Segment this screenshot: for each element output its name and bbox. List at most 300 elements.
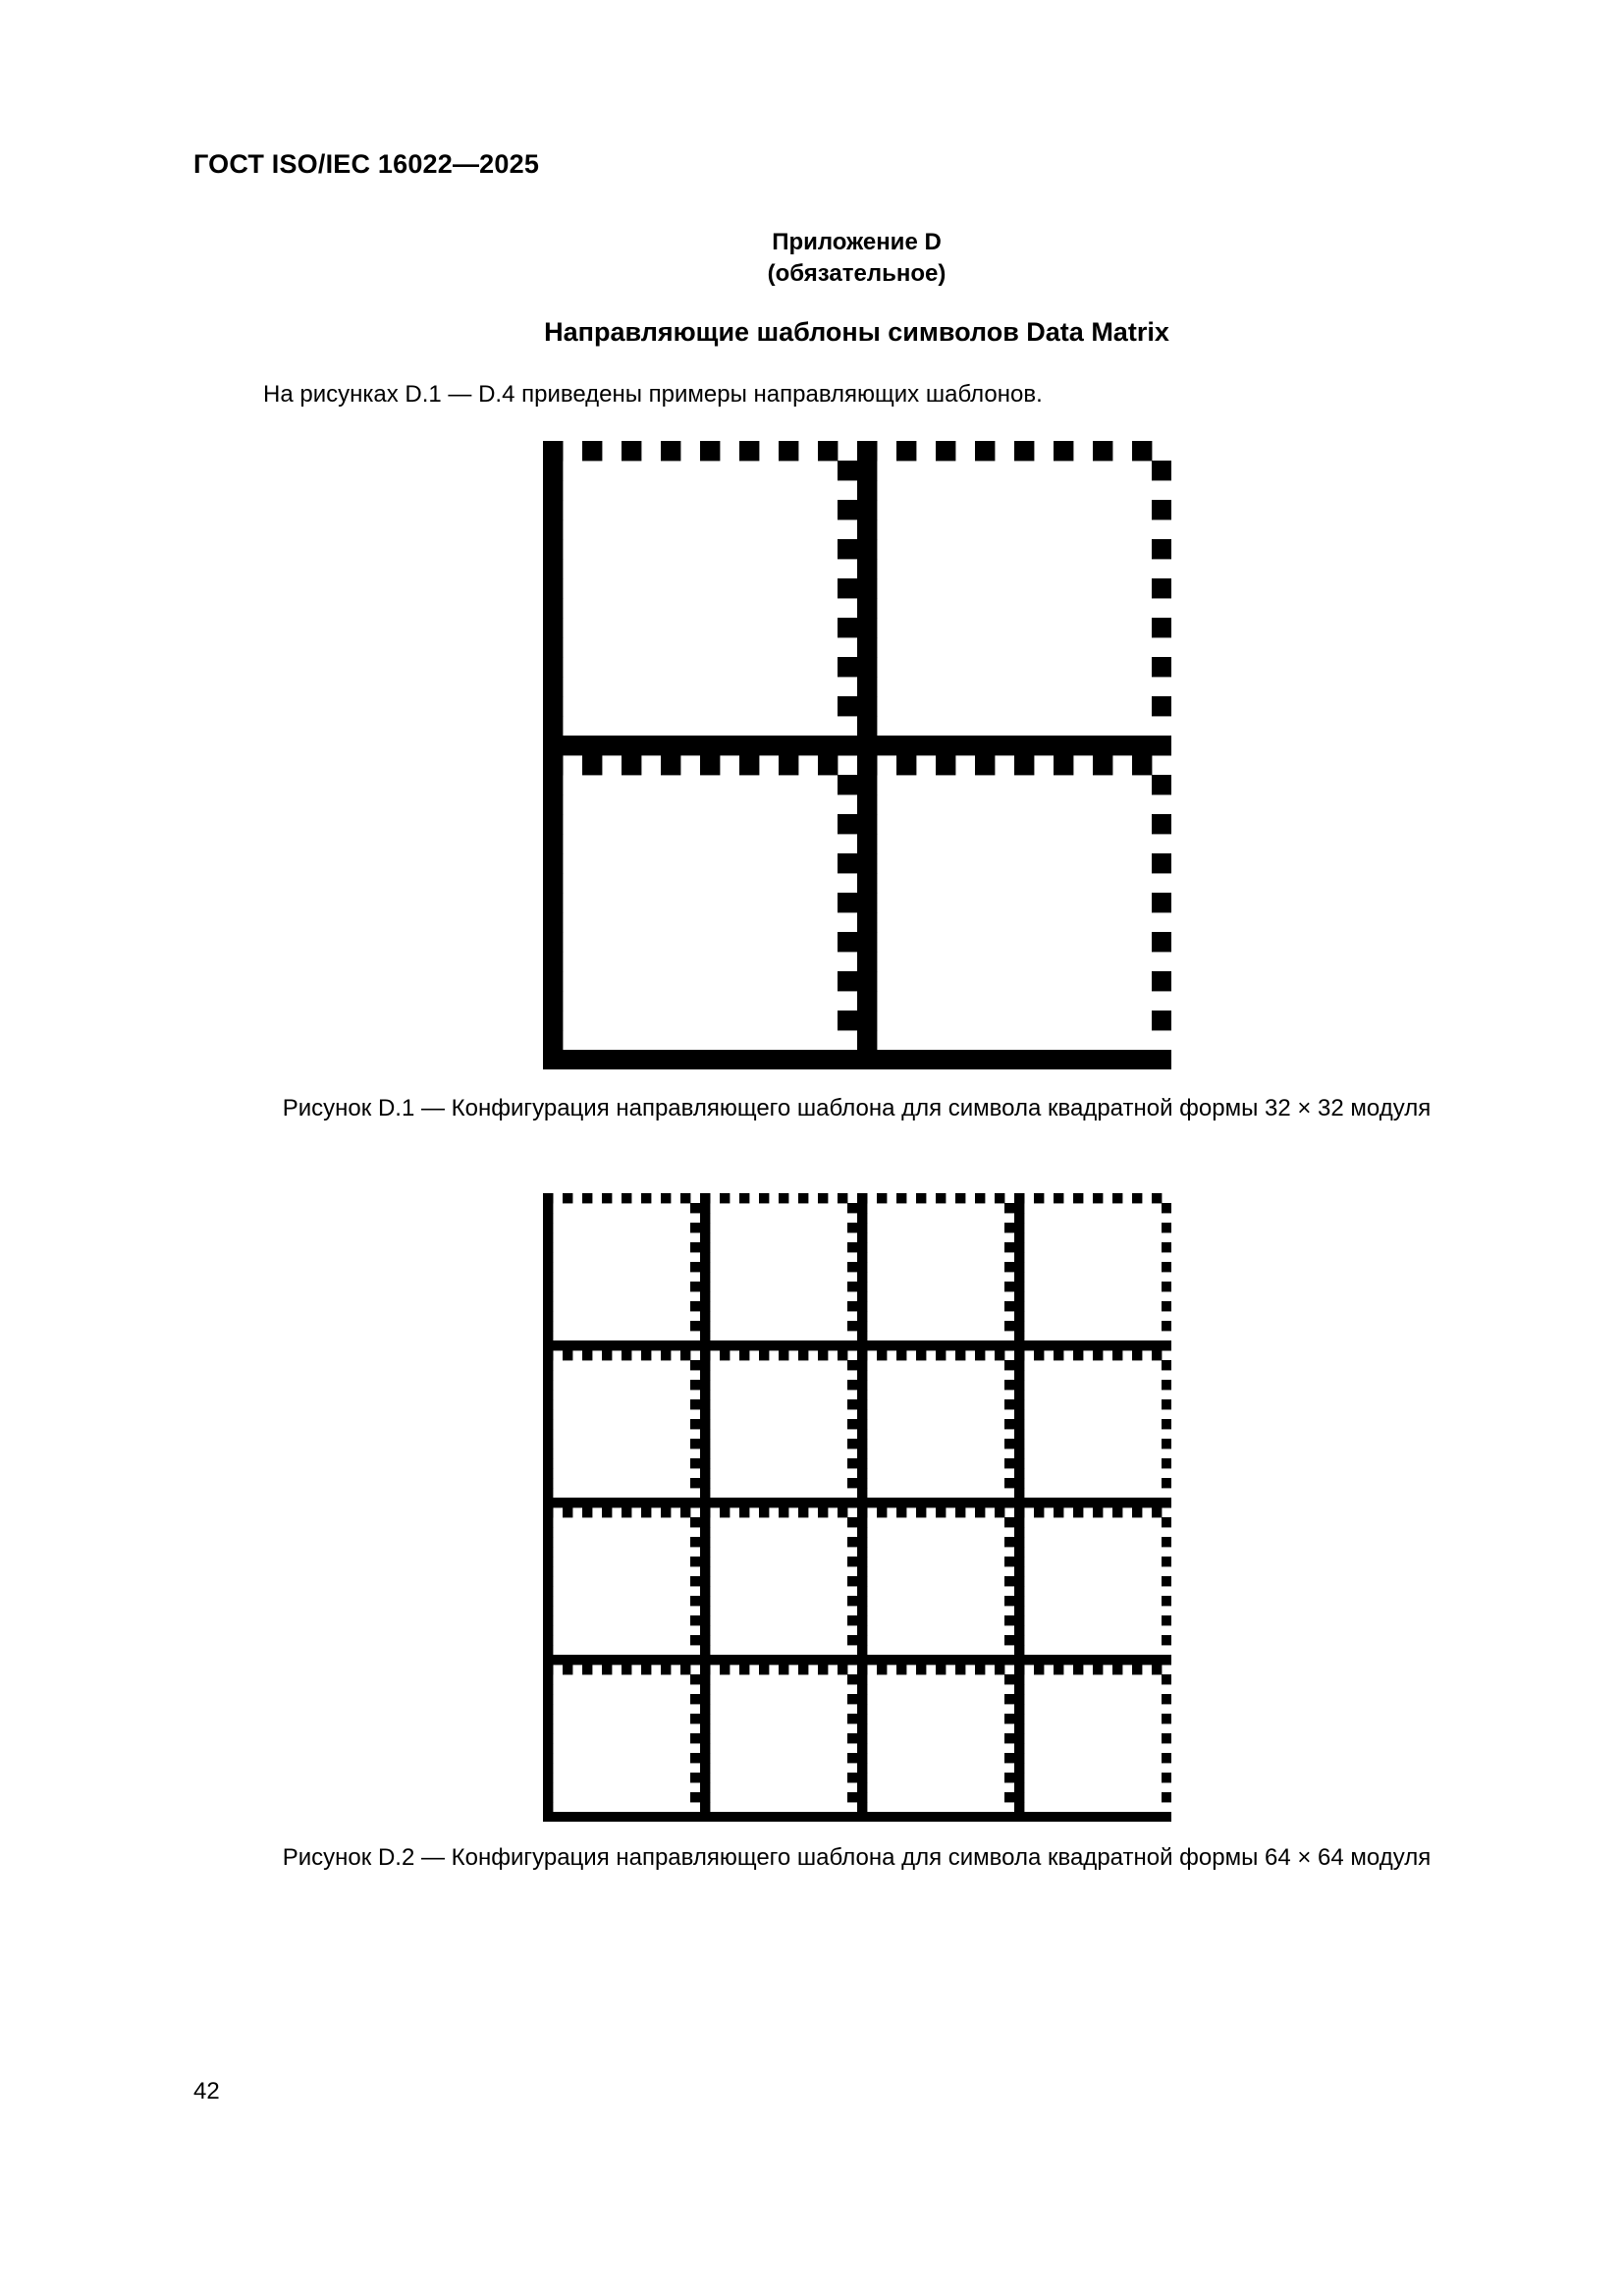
pattern-module xyxy=(700,1557,710,1566)
pattern-module xyxy=(1132,1340,1142,1350)
pattern-module xyxy=(1004,1242,1014,1252)
pattern-module xyxy=(1112,1350,1122,1360)
pattern-module xyxy=(857,1714,867,1723)
pattern-module xyxy=(1054,1812,1063,1822)
pattern-module xyxy=(975,1655,985,1665)
pattern-module xyxy=(838,1665,847,1674)
pattern-module xyxy=(690,1458,700,1468)
pattern-module xyxy=(582,1350,592,1360)
pattern-module xyxy=(543,461,563,480)
pattern-module xyxy=(622,1340,631,1350)
pattern-module xyxy=(847,1655,857,1665)
pattern-module xyxy=(690,1517,700,1527)
pattern-module xyxy=(857,912,877,932)
pattern-module xyxy=(543,637,563,657)
pattern-module xyxy=(739,1193,749,1203)
pattern-module xyxy=(1044,1812,1054,1822)
pattern-module xyxy=(700,1537,710,1547)
pattern-module xyxy=(700,1429,710,1439)
pattern-module xyxy=(759,1498,769,1507)
pattern-module xyxy=(543,1645,553,1655)
pattern-module xyxy=(847,1360,857,1370)
pattern-module xyxy=(1034,1050,1054,1069)
pattern-module xyxy=(1162,1419,1171,1429)
pattern-module xyxy=(1004,1262,1014,1272)
pattern-module xyxy=(857,1282,867,1291)
pattern-module xyxy=(1014,1331,1024,1340)
pattern-module xyxy=(1014,1684,1024,1694)
pattern-module xyxy=(1083,1340,1093,1350)
pattern-module xyxy=(867,1498,877,1507)
pattern-module xyxy=(661,1050,680,1069)
pattern-module xyxy=(543,1733,553,1743)
pattern-module xyxy=(955,1655,965,1665)
pattern-module xyxy=(857,1586,867,1596)
pattern-module xyxy=(1004,1655,1014,1665)
pattern-module xyxy=(543,1763,553,1773)
pattern-module xyxy=(700,1282,710,1291)
pattern-module xyxy=(641,1507,651,1517)
pattern-module xyxy=(995,1350,1004,1360)
pattern-module xyxy=(857,1498,867,1507)
pattern-module xyxy=(838,461,857,480)
pattern-module xyxy=(1073,1812,1083,1822)
pattern-module xyxy=(916,1655,926,1665)
pattern-module xyxy=(563,1050,582,1069)
pattern-module xyxy=(690,1498,700,1507)
pattern-module xyxy=(690,1773,700,1782)
pattern-module xyxy=(896,1665,906,1674)
pattern-module xyxy=(1132,1498,1142,1507)
pattern-module xyxy=(1162,1340,1171,1350)
pattern-module xyxy=(847,1458,857,1468)
pattern-module xyxy=(1122,1340,1132,1350)
pattern-module xyxy=(1014,1743,1024,1753)
pattern-module xyxy=(700,1272,710,1282)
pattern-module xyxy=(1014,1360,1024,1370)
pattern-module xyxy=(1014,1655,1024,1665)
pattern-module xyxy=(602,1498,612,1507)
pattern-module xyxy=(690,1576,700,1586)
pattern-module xyxy=(857,677,877,696)
pattern-module xyxy=(857,1665,867,1674)
pattern-module xyxy=(1034,1507,1044,1517)
pattern-module xyxy=(641,1655,651,1665)
pattern-module xyxy=(847,1615,857,1625)
pattern-module xyxy=(543,1655,553,1665)
pattern-module xyxy=(1004,1301,1014,1311)
pattern-module xyxy=(1004,1399,1014,1409)
pattern-module xyxy=(857,834,877,853)
pattern-module xyxy=(798,1507,808,1517)
pattern-module xyxy=(887,1655,896,1665)
pattern-module xyxy=(1014,1537,1024,1547)
pattern-module xyxy=(730,1655,739,1665)
pattern-module xyxy=(955,736,975,755)
pattern-module xyxy=(857,1743,867,1753)
pattern-module xyxy=(857,971,877,991)
pattern-module xyxy=(857,500,877,519)
pattern-module xyxy=(828,1812,838,1822)
pattern-module xyxy=(847,1733,857,1743)
pattern-module xyxy=(543,1566,553,1576)
pattern-module xyxy=(759,1665,769,1674)
pattern-module xyxy=(1142,1812,1152,1822)
pattern-module xyxy=(877,1050,896,1069)
pattern-module xyxy=(543,1802,553,1812)
pattern-module xyxy=(1014,1050,1034,1069)
pattern-module xyxy=(690,1596,700,1606)
pattern-module xyxy=(710,1498,720,1507)
pattern-module xyxy=(543,1458,553,1468)
figure-d1-caption: Рисунок D.1 — Конфигурация направляющего шаблона для символа квадратной формы 32 × 32 модуля xyxy=(282,1095,1432,1121)
pattern-module xyxy=(690,1733,700,1743)
pattern-module xyxy=(1112,1193,1122,1203)
pattern-module xyxy=(1004,1439,1014,1449)
pattern-module xyxy=(543,1390,553,1399)
pattern-module xyxy=(1014,1478,1024,1488)
pattern-module xyxy=(582,1340,592,1350)
pattern-module xyxy=(857,1537,867,1547)
pattern-module xyxy=(1162,1635,1171,1645)
pattern-module xyxy=(857,519,877,539)
pattern-module xyxy=(896,1350,906,1360)
pattern-module xyxy=(1004,1557,1014,1566)
pattern-module xyxy=(798,1665,808,1674)
pattern-module xyxy=(572,1812,582,1822)
pattern-module xyxy=(916,1498,926,1507)
pattern-module xyxy=(700,1370,710,1380)
pattern-module xyxy=(818,1507,828,1517)
pattern-module xyxy=(1162,1203,1171,1213)
pattern-module xyxy=(857,1773,867,1782)
pattern-module xyxy=(622,1812,631,1822)
pattern-module xyxy=(543,1331,553,1340)
pattern-module xyxy=(582,1812,592,1822)
pattern-module xyxy=(543,559,563,578)
figure-d1-finder-pattern xyxy=(543,441,1171,1069)
pattern-module xyxy=(700,1050,720,1069)
pattern-module xyxy=(690,1635,700,1645)
pattern-module xyxy=(975,441,995,461)
pattern-module xyxy=(651,1655,661,1665)
pattern-module xyxy=(1073,1498,1083,1507)
pattern-module xyxy=(847,1773,857,1782)
pattern-module xyxy=(720,1507,730,1517)
pattern-module xyxy=(700,1213,710,1223)
pattern-module xyxy=(641,1050,661,1069)
pattern-module xyxy=(700,1252,710,1262)
pattern-module xyxy=(946,1812,955,1822)
pattern-module xyxy=(661,755,680,775)
pattern-module xyxy=(916,1665,926,1674)
pattern-module xyxy=(651,1340,661,1350)
pattern-module xyxy=(680,1498,690,1507)
pattern-module xyxy=(700,1409,710,1419)
pattern-module xyxy=(543,1030,563,1050)
pattern-module xyxy=(700,1399,710,1409)
pattern-module xyxy=(641,1812,651,1822)
pattern-module xyxy=(543,1350,553,1360)
pattern-module xyxy=(739,1350,749,1360)
pattern-module xyxy=(543,1714,553,1723)
pattern-module xyxy=(1122,1812,1132,1822)
pattern-module xyxy=(857,893,877,912)
pattern-module xyxy=(838,539,857,559)
pattern-module xyxy=(543,873,563,893)
pattern-module xyxy=(690,1674,700,1684)
pattern-module xyxy=(1162,1242,1171,1252)
pattern-module xyxy=(700,1439,710,1449)
pattern-module xyxy=(857,1291,867,1301)
pattern-module xyxy=(543,539,563,559)
pattern-module xyxy=(1014,1782,1024,1792)
pattern-module xyxy=(553,1655,563,1665)
pattern-module xyxy=(543,1301,553,1311)
pattern-module xyxy=(847,1635,857,1645)
pattern-module xyxy=(690,1615,700,1625)
pattern-module xyxy=(700,1723,710,1733)
pattern-module xyxy=(700,1674,710,1684)
pattern-module xyxy=(916,1340,926,1350)
pattern-module xyxy=(700,1596,710,1606)
pattern-module xyxy=(1024,1812,1034,1822)
pattern-module xyxy=(857,1011,877,1030)
pattern-module xyxy=(680,1340,690,1350)
pattern-module xyxy=(936,1655,946,1665)
pattern-module xyxy=(543,1576,553,1586)
pattern-module xyxy=(1162,1615,1171,1625)
pattern-module xyxy=(965,1498,975,1507)
pattern-module xyxy=(543,1753,553,1763)
pattern-module xyxy=(1014,1223,1024,1232)
pattern-module xyxy=(828,1655,838,1665)
pattern-module xyxy=(877,1812,887,1822)
pattern-module xyxy=(671,1498,680,1507)
pattern-module xyxy=(975,1340,985,1350)
pattern-module xyxy=(955,1812,965,1822)
pattern-module xyxy=(857,1409,867,1419)
pattern-module xyxy=(543,1704,553,1714)
pattern-module xyxy=(946,1498,955,1507)
pattern-module xyxy=(975,1507,985,1517)
pattern-module xyxy=(1004,1635,1014,1645)
pattern-module xyxy=(847,1478,857,1488)
pattern-module xyxy=(700,1635,710,1645)
pattern-module xyxy=(1162,1792,1171,1802)
pattern-module xyxy=(543,1419,553,1429)
pattern-module xyxy=(857,1782,867,1792)
pattern-module xyxy=(543,932,563,952)
pattern-module xyxy=(936,755,955,775)
pattern-module xyxy=(602,1812,612,1822)
pattern-module xyxy=(857,1213,867,1223)
pattern-module xyxy=(1063,1498,1073,1507)
pattern-module xyxy=(1004,1694,1014,1704)
pattern-module xyxy=(946,1655,955,1665)
pattern-module xyxy=(1004,1340,1014,1350)
pattern-module xyxy=(877,1665,887,1674)
pattern-module xyxy=(838,696,857,716)
pattern-module xyxy=(857,1596,867,1606)
pattern-module xyxy=(1132,1193,1142,1203)
pattern-module xyxy=(1014,1380,1024,1390)
pattern-module xyxy=(896,1340,906,1350)
pattern-module xyxy=(857,775,877,794)
pattern-module xyxy=(543,1586,553,1596)
pattern-module xyxy=(690,1321,700,1331)
pattern-module xyxy=(857,1625,867,1635)
pattern-module xyxy=(798,1193,808,1203)
pattern-module xyxy=(838,853,857,873)
pattern-module xyxy=(690,1478,700,1488)
pattern-module xyxy=(1044,1498,1054,1507)
pattern-module xyxy=(857,1566,867,1576)
pattern-module xyxy=(779,1340,788,1350)
pattern-module xyxy=(867,1340,877,1350)
pattern-module xyxy=(543,1011,563,1030)
pattern-module xyxy=(838,500,857,519)
pattern-module xyxy=(1014,1252,1024,1262)
pattern-module xyxy=(700,1802,710,1812)
pattern-module xyxy=(847,1262,857,1272)
pattern-module xyxy=(700,1547,710,1557)
pattern-module xyxy=(1014,1714,1024,1723)
pattern-module xyxy=(1112,736,1132,755)
pattern-module xyxy=(641,1340,651,1350)
pattern-module xyxy=(543,1223,553,1232)
pattern-module xyxy=(798,1498,808,1507)
pattern-module xyxy=(877,1498,887,1507)
pattern-module xyxy=(1054,1507,1063,1517)
pattern-module xyxy=(1034,1193,1044,1203)
pattern-module xyxy=(641,1498,651,1507)
pattern-module xyxy=(543,814,563,834)
pattern-module xyxy=(808,1655,818,1665)
pattern-module xyxy=(965,1655,975,1665)
pattern-module xyxy=(1054,1193,1063,1203)
pattern-module xyxy=(720,1193,730,1203)
pattern-module xyxy=(887,1812,896,1822)
pattern-module xyxy=(1162,1773,1171,1782)
pattern-module xyxy=(1152,814,1171,834)
pattern-module xyxy=(1152,1011,1171,1030)
pattern-module xyxy=(1112,1340,1122,1350)
pattern-module xyxy=(759,1350,769,1360)
pattern-module xyxy=(808,1498,818,1507)
pattern-module xyxy=(543,1782,553,1792)
pattern-module xyxy=(1004,1537,1014,1547)
pattern-module xyxy=(1162,1557,1171,1566)
pattern-module xyxy=(641,1665,651,1674)
pattern-module xyxy=(563,1812,572,1822)
pattern-module xyxy=(818,1812,828,1822)
pattern-module xyxy=(1014,1350,1024,1360)
pattern-module xyxy=(896,1655,906,1665)
pattern-module xyxy=(759,1655,769,1665)
pattern-module xyxy=(1004,1576,1014,1586)
pattern-module xyxy=(1152,1350,1162,1360)
pattern-module xyxy=(1132,1665,1142,1674)
pattern-module xyxy=(926,1655,936,1665)
pattern-module xyxy=(1073,1655,1083,1665)
pattern-module xyxy=(857,1488,867,1498)
pattern-module xyxy=(985,1812,995,1822)
pattern-module xyxy=(1014,1606,1024,1615)
pattern-module xyxy=(1014,1635,1024,1645)
pattern-module xyxy=(1004,1360,1014,1370)
pattern-module xyxy=(995,1812,1004,1822)
pattern-module xyxy=(602,1193,612,1203)
pattern-module xyxy=(818,1340,828,1350)
pattern-module xyxy=(739,1050,759,1069)
pattern-module xyxy=(690,1753,700,1763)
pattern-module xyxy=(1044,1340,1054,1350)
pattern-module xyxy=(779,1507,788,1517)
pattern-module xyxy=(906,1655,916,1665)
pattern-module xyxy=(553,1812,563,1822)
pattern-module xyxy=(543,1439,553,1449)
pattern-module xyxy=(572,1498,582,1507)
pattern-module xyxy=(680,1507,690,1517)
pattern-module xyxy=(847,1321,857,1331)
pattern-module xyxy=(838,1507,847,1517)
pattern-module xyxy=(1014,441,1034,461)
pattern-module xyxy=(622,1665,631,1674)
pattern-module xyxy=(1024,1655,1034,1665)
pattern-module xyxy=(543,696,563,716)
pattern-module xyxy=(1004,1458,1014,1468)
pattern-module xyxy=(1014,1704,1024,1714)
pattern-module xyxy=(1112,1812,1122,1822)
pattern-module xyxy=(779,1665,788,1674)
pattern-module xyxy=(582,1655,592,1665)
pattern-module xyxy=(1034,1665,1044,1674)
pattern-module xyxy=(602,1665,612,1674)
pattern-module xyxy=(857,1753,867,1763)
pattern-module xyxy=(1014,1802,1024,1812)
pattern-module xyxy=(857,1399,867,1409)
figure-d2-caption: Рисунок D.2 — Конфигурация направляющего шаблона для символа квадратной формы 64 × 64 модуля xyxy=(282,1844,1432,1871)
pattern-module xyxy=(690,1203,700,1213)
annex-status: (обязательное) xyxy=(767,260,947,287)
pattern-module xyxy=(818,1498,828,1507)
pattern-module xyxy=(857,657,877,677)
pattern-module xyxy=(1073,1665,1083,1674)
pattern-module xyxy=(1034,1655,1044,1665)
pattern-module xyxy=(631,1340,641,1350)
pattern-module xyxy=(700,1498,710,1507)
pattern-module xyxy=(592,1498,602,1507)
pattern-module xyxy=(1004,1380,1014,1390)
pattern-module xyxy=(661,1507,671,1517)
pattern-module xyxy=(1132,736,1152,755)
pattern-module xyxy=(543,1517,553,1527)
pattern-module xyxy=(661,1340,671,1350)
pattern-module xyxy=(1024,1498,1034,1507)
pattern-module xyxy=(543,991,563,1011)
pattern-module xyxy=(730,1340,739,1350)
pattern-module xyxy=(1014,1232,1024,1242)
pattern-module xyxy=(1112,1498,1122,1507)
pattern-module xyxy=(543,1684,553,1694)
pattern-module xyxy=(857,1331,867,1340)
pattern-module xyxy=(1014,1468,1024,1478)
pattern-module xyxy=(838,1812,847,1822)
pattern-module xyxy=(690,1655,700,1665)
pattern-module xyxy=(543,1340,553,1350)
pattern-module xyxy=(1014,1242,1024,1252)
